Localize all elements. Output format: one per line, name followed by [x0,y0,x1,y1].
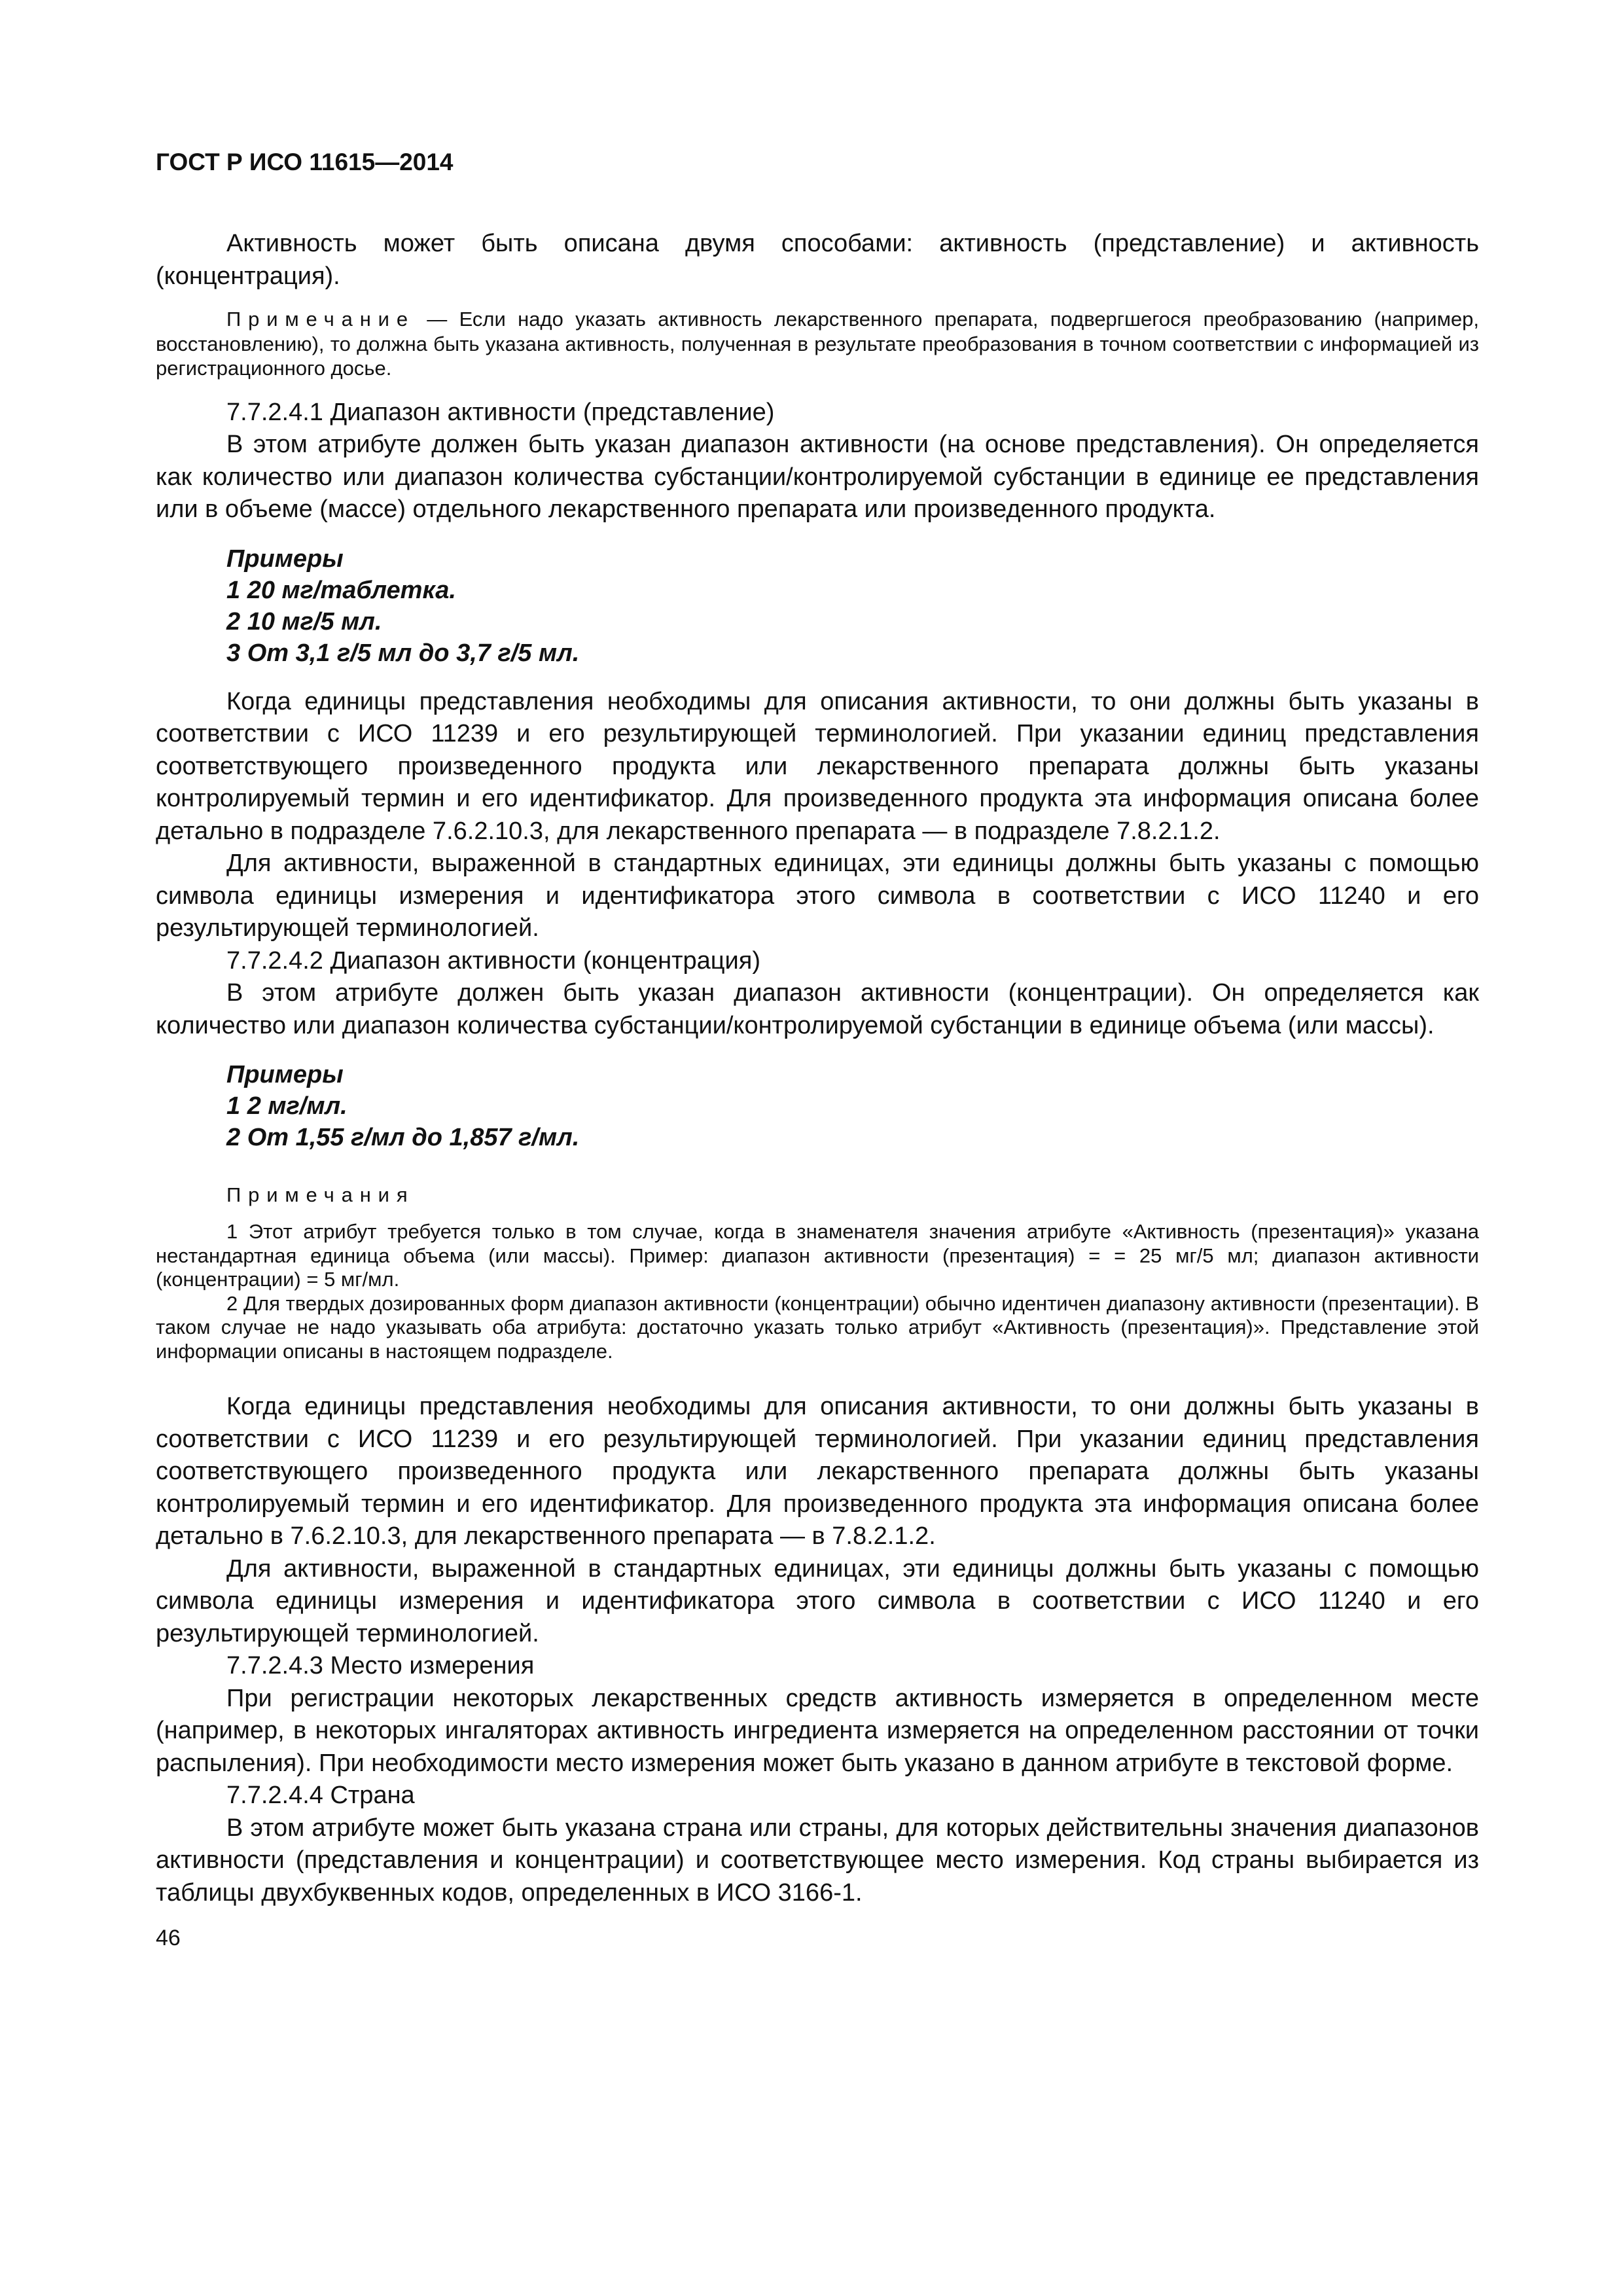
intro-paragraph: Активность может быть описана двумя способами: активность (представление) и активность (концентрация). [156,230,1479,290]
section-text: При регистрации некоторых лекарственных средств активность измеряется в определенном месте (например, в некоторых ингаляторах активность ингредиента измеряется на определенном расстоянии от точки распыления). При необходимости место измерения может быть указано в данном атрибуте в текстовой форме. [156,1684,1479,1777]
paragraph: Когда единицы представления необходимы для описания активности, то они должны быть указаны в соответствии с ИСО 11239 и его результирующей терминологией. При указании единиц представления соответствующего произведенного продукта или лекарственного препарата должны быть указаны контролируемый термин и его идентификатор. Для произведенного продукта эта информация описана более детально в 7.6.2.10.3, для лекарственного препарата — в 7.8.2.1.2. [156,1393,1479,1550]
document-header: ГОСТ Р ИСО 11615—2014 [156,149,454,175]
example-item: 3 От 3,1 г/5 мл до 3,7 г/5 мл. [226,639,580,667]
note-label: Примечание [226,308,415,331]
example-item: 2 10 мг/5 мл. [226,607,382,636]
section-text: В этом атрибуте может быть указана страна или страны, для которых действительны значения диапазонов активности (представления и концентрации) и соответствующее место измерения. Код страны выбирается из таблицы двухбуквенных кодов, определенных в ИСО 3166-1. [156,1814,1479,1907]
note-text: — Если надо указать активность лекарственного препарата, подвергшегося преобразованию (например, восстановлению), то должна быть указана активность, полученная в результате преобразования в точном соответствии с информацией из регистрационного досье. [156,308,1479,380]
notes-title: Примечания [226,1183,415,1206]
examples-title: Примеры [226,545,344,573]
note [156,307,1479,381]
section-heading-7-7-2-4-2: 7.7.2.4.2 Диапазон активности (концентрация) [226,946,760,975]
paragraph: Для активности, выраженной в стандартных единицах, эти единицы должны быть указаны с помощью символа единицы измерения и идентификатора этого символа в соответствии с ИСО 11240 и его результирующей терминологией. [156,850,1479,942]
paragraph: Для активности, выраженной в стандартных единицах, эти единицы должны быть указаны с помощью символа единицы измерения и идентификатора этого символа в соответствии с ИСО 11240 и его результирующей терминологией. [156,1554,1479,1647]
section-text: В этом атрибуте должен быть указан диапазон активности (концентрации). Он определяется как количество или диапазон количества субстанции/контролируемой субстанции в единице объема (или массы). [156,979,1479,1039]
section-text: В этом атрибуте должен быть указан диапазон активности (на основе представления). Он определяется как количество или диапазон количества субстанции/контролируемой субстанции в единице ее представления или в объеме (массе) отдельного лекарственного препарата или произведенного продукта. [156,431,1479,523]
note-item: 1 Этот атрибут требуется только в том случае, когда в знаменателя значения атрибуте «Активность (презентация)» указана нестандартная единица объема (или массы). Пример: диапазон активности (презентация) = = 25 мг/5 мл; диапазон активности (концентрации) = 5 мг/мл. [156,1220,1479,1291]
section-heading-7-7-2-4-3: 7.7.2.4.3 Место измерения [226,1652,535,1679]
section-heading-7-7-2-4-4: 7.7.2.4.4 Страна [226,1782,415,1809]
note-item: 2 Для твердых дозированных форм диапазон активности (концентрации) обычно идентичен диапазону активности (презентации). В таком случае не надо указывать оба атрибута: достаточно указать только атрибут «Активность (презентация)». Представление этой информации описаны в настоящем подразделе. [156,1291,1479,1363]
examples-block [156,1059,1479,1153]
example-item: 1 2 мг/мл. [226,1092,348,1120]
page-number: 46 [156,1926,181,1950]
example-item: 1 20 мг/таблетка. [226,576,456,604]
paragraph: Когда единицы представления необходимы для описания активности, то они должны быть указаны в соответствии с ИСО 11239 и его результирующей терминологией. При указании единиц представления соответствующего произведенного продукта или лекарственного препарата должны быть указаны контролируемый термин и его идентификатор. Для произведенного продукта эта информация описана более детально в подразделе 7.6.2.10.3, для лекарственного препарата — в подразделе 7.8.2.1.2. [156,687,1479,845]
examples-title: Примеры [226,1061,344,1088]
example-item: 2 От 1,55 г/мл до 1,857 г/мл. [226,1124,580,1151]
examples-block [156,543,1479,669]
section-heading-7-7-2-4-1: 7.7.2.4.1 Диапазон активности (представление) [226,398,775,426]
